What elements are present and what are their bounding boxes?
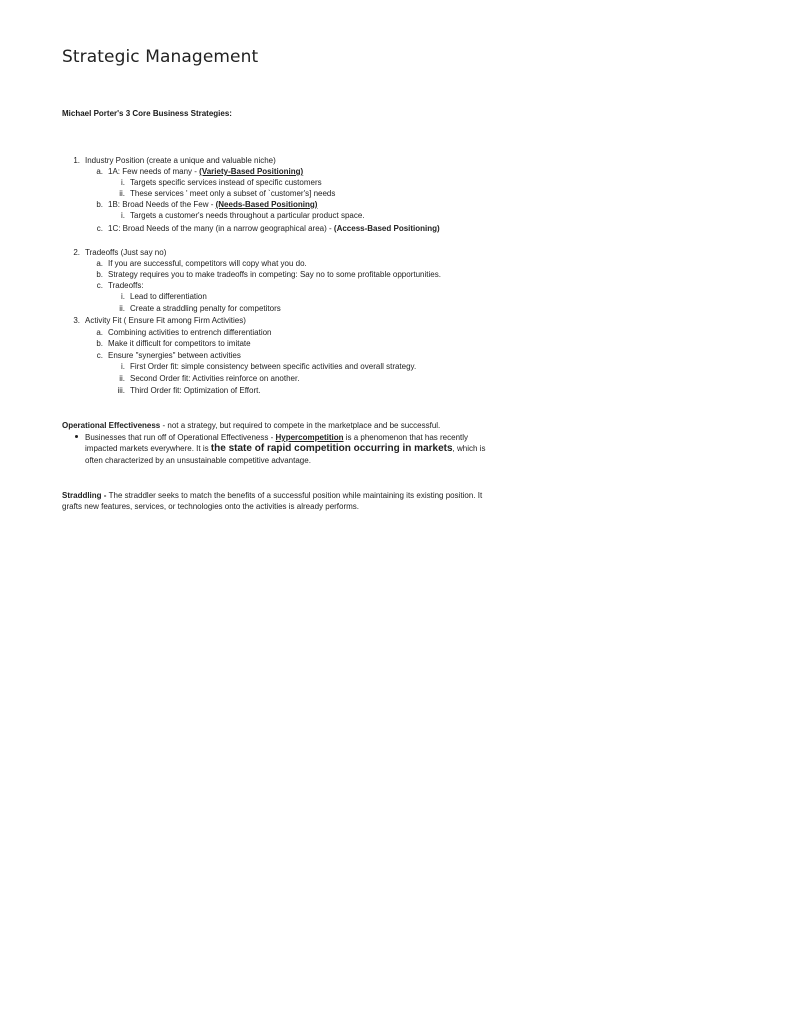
outline-roman: ii. <box>119 374 125 383</box>
positioning-tag: (Access-Based Positioning) <box>333 224 440 233</box>
outline-item-1a-i <box>111 177 322 188</box>
outline-letter: a. <box>96 167 103 176</box>
outline-letter: c. <box>96 351 103 360</box>
outline-text: 1B: Broad Needs of the Few - <box>108 200 216 209</box>
outline-text: Tradeoffs (Just say no) <box>85 248 167 257</box>
outline-text: These services ' meet only a subset of `customer's] needs <box>130 189 336 198</box>
positioning-tag: (Needs-Based Positioning) <box>215 200 318 209</box>
outline-text: Activity Fit ( Ensure Fit among Firm Activities) <box>85 316 246 325</box>
bullet-text: impacted markets everywhere. It is <box>85 444 211 453</box>
outline-item-1b <box>93 199 317 210</box>
outline-item-2c <box>93 280 144 291</box>
outline-roman: i. <box>121 292 125 301</box>
outline-item-1b-i <box>111 210 365 221</box>
emphasis-text: the state of rapid competition occurring in markets <box>210 443 453 454</box>
bullet-text: is a phenomenon that has recently <box>343 433 469 442</box>
straddling-text: grafts new features, services, or technologies onto the activities is already performs. <box>62 502 360 511</box>
outline-letter: c. <box>96 281 103 290</box>
outline-roman: i. <box>121 178 125 187</box>
bullet-text: often characterized by an unsustainable competitive advantage. <box>85 456 311 465</box>
straddling-text: The straddler seeks to match the benefits of a successful position while maintaining its existing position. It <box>108 491 483 500</box>
outline-item-1a <box>93 166 303 177</box>
outline-text: Ensure "synergies" between activities <box>108 351 241 360</box>
straddling-term: Straddling - <box>62 491 109 500</box>
outline-text: Combining activities to entrench differentiation <box>108 328 272 337</box>
outline-text: Create a straddling penalty for competitors <box>130 304 281 313</box>
outline-letter: b. <box>96 339 103 348</box>
outline-letter: b. <box>96 270 103 279</box>
outline-letter: b. <box>96 200 103 209</box>
outline-letter: c. <box>96 224 103 233</box>
outline-text: Industry Position (create a unique and valuable niche) <box>85 156 276 165</box>
outline-text: 1C: Broad Needs of the many (in a narrow geographical area) - <box>108 224 334 233</box>
outline-text: First Order fit: simple consistency between specific activities and overall strategy. <box>130 362 417 371</box>
operational-term: Operational Effectiveness <box>62 421 161 430</box>
outline-item-3b <box>93 338 251 349</box>
outline-text: Lead to differentiation <box>130 292 207 301</box>
operational-bullet-line-1 <box>75 432 468 443</box>
outline-text: 1A: Few needs of many - <box>108 167 200 176</box>
outline-text: Targets a customer's needs throughout a particular product space. <box>130 211 365 220</box>
outline-number: 1. <box>73 156 80 165</box>
outline-item-3c-ii <box>111 373 299 384</box>
outline-roman: iii. <box>117 386 125 395</box>
outline-item-1 <box>70 155 276 166</box>
outline-item-2 <box>70 247 166 258</box>
outline-text: Make it difficult for competitors to imitate <box>108 339 251 348</box>
outline-number: 2. <box>73 248 80 257</box>
bullet-icon <box>75 435 78 438</box>
outline-roman: ii. <box>119 189 125 198</box>
operational-bullet-line-2 <box>85 443 485 454</box>
straddling-line-2 <box>62 501 359 512</box>
outline-roman: ii. <box>119 304 125 313</box>
outline-item-3a <box>93 327 272 338</box>
outline-item-3 <box>70 315 246 326</box>
outline-text: If you are successful, competitors will copy what you do. <box>108 259 307 268</box>
outline-letter: a. <box>96 259 103 268</box>
outline-item-2b <box>93 269 441 280</box>
section-subtitle: Michael Porter's 3 Core Business Strategies: <box>62 109 232 118</box>
outline-text: Second Order fit: Activities reinforce on another. <box>130 374 300 383</box>
outline-item-3c <box>93 350 241 361</box>
straddling-line-1 <box>62 490 482 501</box>
outline-number: 3. <box>73 316 80 325</box>
outline-item-1c <box>93 223 440 234</box>
outline-item-3c-iii <box>111 385 261 396</box>
outline-item-3c-i <box>111 361 416 372</box>
operational-definition <box>62 420 440 431</box>
outline-text: Tradeoffs: <box>108 281 144 290</box>
outline-item-2a <box>93 258 307 269</box>
bullet-text: , which is <box>452 444 486 453</box>
hypercompetition-term: Hypercompetition <box>275 433 344 442</box>
outline-item-2c-i <box>111 291 207 302</box>
outline-text: Targets specific services instead of specific customers <box>130 178 322 187</box>
page-title: Strategic Management <box>62 47 259 67</box>
outline-roman: i. <box>121 211 125 220</box>
outline-text: Third Order fit: Optimization of Effort. <box>130 386 261 395</box>
outline-item-2c-ii <box>111 303 281 314</box>
positioning-tag: (Variety-Based Positioning) <box>199 167 304 176</box>
outline-roman: i. <box>121 362 125 371</box>
operational-def-text: - not a strategy, but required to compete in the marketplace and be successful. <box>160 421 441 430</box>
outline-text: Strategy requires you to make tradeoffs in competing: Say no to some profitable opportunities. <box>108 270 441 279</box>
outline-letter: a. <box>96 328 103 337</box>
operational-bullet-line-3 <box>85 455 311 466</box>
outline-item-1a-ii <box>111 188 335 199</box>
bullet-text: Businesses that run off of Operational Effectiveness - <box>85 433 276 442</box>
